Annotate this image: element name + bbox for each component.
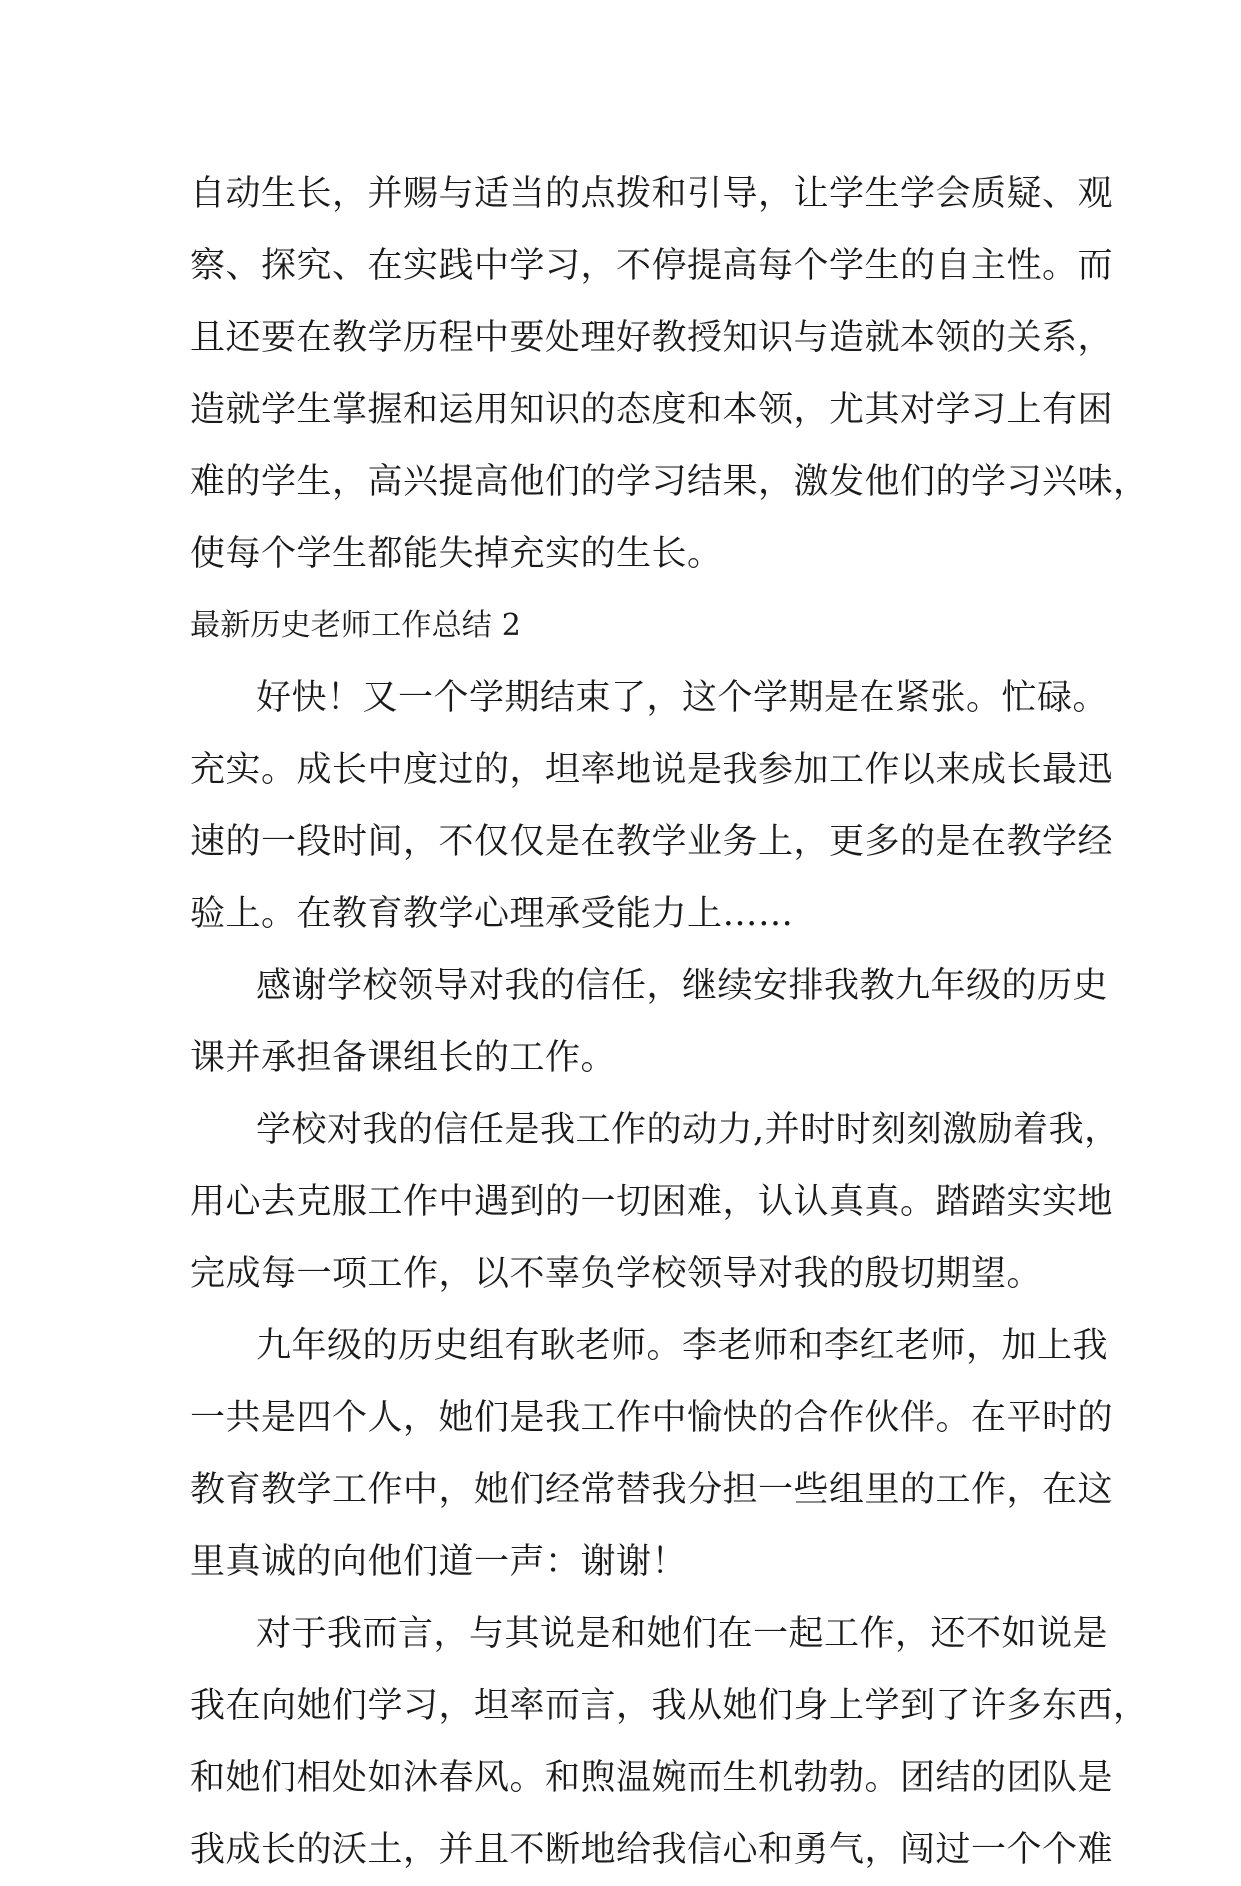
text-line: 对于我而言，与其说是和她们在一起工作，还不如说是 xyxy=(256,1614,1109,1654)
text-line: 九年级的历史组有耿老师。李老师和李红老师，加上我 xyxy=(256,1326,1109,1366)
text-line: 一共是四个人，她们是我工作中愉快的合作伙伴。在平时的 xyxy=(190,1398,1114,1438)
text-line: 验上。在教育教学心理承受能力上…… xyxy=(190,894,794,934)
paragraph-5 xyxy=(190,1598,1149,1886)
text-line: 里真诚的向他们道一声：谢谢！ xyxy=(190,1542,688,1582)
text-line: 好快！又一个学期结束了，这个学期是在紧张。忙碌。 xyxy=(256,678,1109,718)
paragraph-3 xyxy=(190,1094,1120,1310)
text-line: 察、探究、在实践中学习，不停提高每个学生的自主性。而 xyxy=(190,246,1114,286)
text-line: 且还要在教学历程中要处理好教授知识与造就本领的关系， xyxy=(190,318,1114,358)
text-line: 难的学生，高兴提高他们的学习结果，激发他们的学习兴味， xyxy=(190,462,1149,502)
paragraph-4 xyxy=(190,1310,1114,1598)
paragraph-1 xyxy=(190,662,1114,950)
text-line: 速的一段时间，不仅仅是在教学业务上，更多的是在教学经 xyxy=(190,822,1114,862)
text-line: 造就学生掌握和运用知识的态度和本领，尤其对学习上有困 xyxy=(190,390,1114,430)
section-heading: 最新历史老师工作总结 2 xyxy=(190,608,522,643)
paragraph-2 xyxy=(190,950,1109,1094)
intro-paragraph xyxy=(190,158,1149,590)
text-line: 充实。成长中度过的，坦率地说是我参加工作以来成长最迅 xyxy=(190,750,1114,790)
text-line: 学校对我的信任是我工作的动力,并时时刻刻激励着我， xyxy=(256,1110,1120,1150)
text-line: 使每个学生都能失掉充实的生长。 xyxy=(190,534,723,574)
text-line: 感谢学校领导对我的信任，继续安排我教九年级的历史 xyxy=(256,966,1109,1006)
text-line: 和她们相处如沐春风。和煦温婉而生机勃勃。团结的团队是 xyxy=(190,1758,1114,1798)
text-line: 自动生长，并赐与适当的点拨和引导，让学生学会质疑、观 xyxy=(190,174,1114,214)
text-line: 完成每一项工作，以不辜负学校领导对我的殷切期望。 xyxy=(190,1254,1043,1294)
text-line: 我在向她们学习，坦率而言，我从她们身上学到了许多东西， xyxy=(190,1686,1149,1726)
text-line: 课并承担备课组长的工作。 xyxy=(190,1038,617,1078)
text-line: 用心去克服工作中遇到的一切困难，认认真真。踏踏实实地 xyxy=(190,1182,1114,1222)
text-line: 教育教学工作中，她们经常替我分担一些组里的工作，在这 xyxy=(190,1470,1114,1510)
text-line: 我成长的沃土，并且不断地给我信心和勇气，闯过一个个难 xyxy=(190,1830,1114,1870)
